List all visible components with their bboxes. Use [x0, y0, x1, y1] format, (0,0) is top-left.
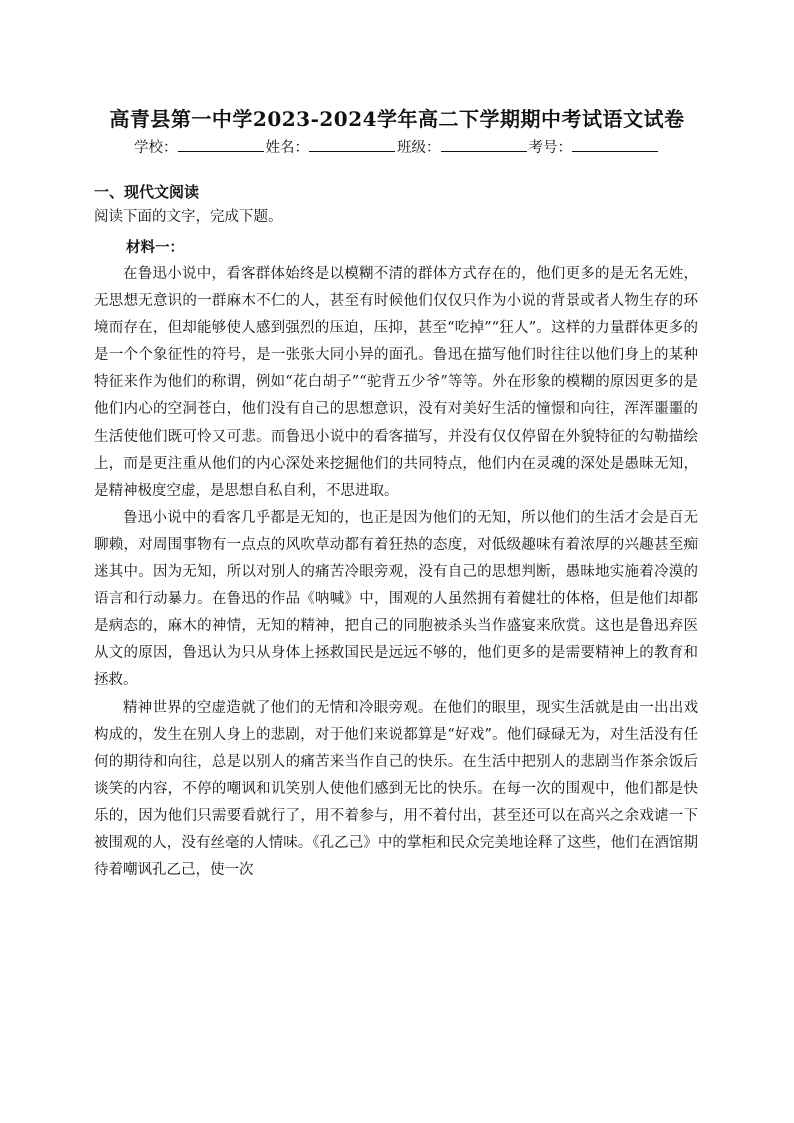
- school-blank[interactable]: [178, 137, 264, 152]
- passage-paragraph: 在鲁迅小说中，看客群体始终是以模糊不清的群体方式存在的，他们更多的是无名无姓，无思想无意识的一群麻木不仁的人，甚至有时候他们仅仅只作为小说的背景或者人物生存的环境而存在，但却能够使人感到强烈的压迫，压抑，甚至“吃掉”“狂人”。这样的力量群体更多的是一个个象征性的符号，是一张张大同小异的面孔。鲁迅在描写他们时往往以他们身上的某种特征来作为他们的称谓，例如“花白胡子”“驼背五少爷”等等。外在形象的模糊的原因更多的是他们内心的空洞苍白，他们没有自己的思想意识，没有对美好生活的憧憬和向往，浑浑噩噩的生活使他们既可怜又可悲。而鲁迅小说中的看客描写，并没有仅仅停留在外貌特征的勾勒描绘上，而是更注重从他们的内心深处来挖掘他们的共同特点，他们内在灵魂的深处是愚昧无知，是精神极度空虚，是思想自私自利，不思进取。: [94, 266, 698, 499]
- number-label: 考号：: [528, 140, 572, 156]
- student-info-row: [0, 136, 794, 157]
- name-label: 姓名：: [265, 140, 309, 156]
- reading-passage: [94, 261, 698, 884]
- school-label: 学校：: [134, 140, 178, 156]
- passage-paragraph: 精神世界的空虚造就了他们的无情和冷眼旁观。在他们的眼里，现实生活就是由一出出戏构成的，发生在别人身上的悲剧，对于他们来说都算是“好戏”。他们碌碌无为，对生活没有任何的期待和向往，总是以别人的痛苦来当作自己的快乐。在生活中把别人的悲剧当作茶余饭后谈笑的内容，不停的嘲讽和讥笑别人使他们感到无比的快乐。在每一次的围观中，他们都是快乐的，因为他们只需要看就行了，用不着参与，用不着付出，甚至还可以在高兴之余戏谑一下被围观的人，没有丝毫的人情味。《孔乙己》中的掌柜和民众完美地诠释了这些，他们在酒馆期待着嘲讽孔乙己，使一次: [94, 699, 698, 879]
- class-blank[interactable]: [441, 137, 527, 152]
- section-instruction: 阅读下面的文字，完成下题。: [94, 209, 283, 225]
- material-label: 材料一：: [126, 239, 184, 256]
- exam-title: 高青县第一中学2023-2024学年高二下学期期中考试语文试卷: [109, 107, 685, 131]
- section-heading: 一、现代文阅读: [94, 183, 200, 201]
- passage-paragraph: 鲁迅小说中的看客几乎都是无知的，也正是因为他们的无知，所以他们的生活才会是百无聊赖，对周围事物有一点点的风吹草动都有着狂热的态度，对低级趣味有着浓厚的兴趣甚至痴迷其中。因为无知，所以对别人的痛苦冷眼旁观，没有自己的思想判断，愚昧地实施着冷漠的语言和行动暴力。在鲁迅的作品《呐喊》中，围观的人虽然拥有着健壮的体格，但是他们却都是病态的，麻木的神情，无知的精神，把自己的同胞被杀头当作盛宴来欣赏。这也是鲁迅弃医从文的原因，鲁迅认为只从身体上拯救国民是远远不够的，他们更多的是需要精神上的教育和拯救。: [94, 509, 698, 689]
- class-label: 班级：: [397, 140, 441, 156]
- name-blank[interactable]: [309, 137, 395, 152]
- number-blank[interactable]: [572, 137, 658, 152]
